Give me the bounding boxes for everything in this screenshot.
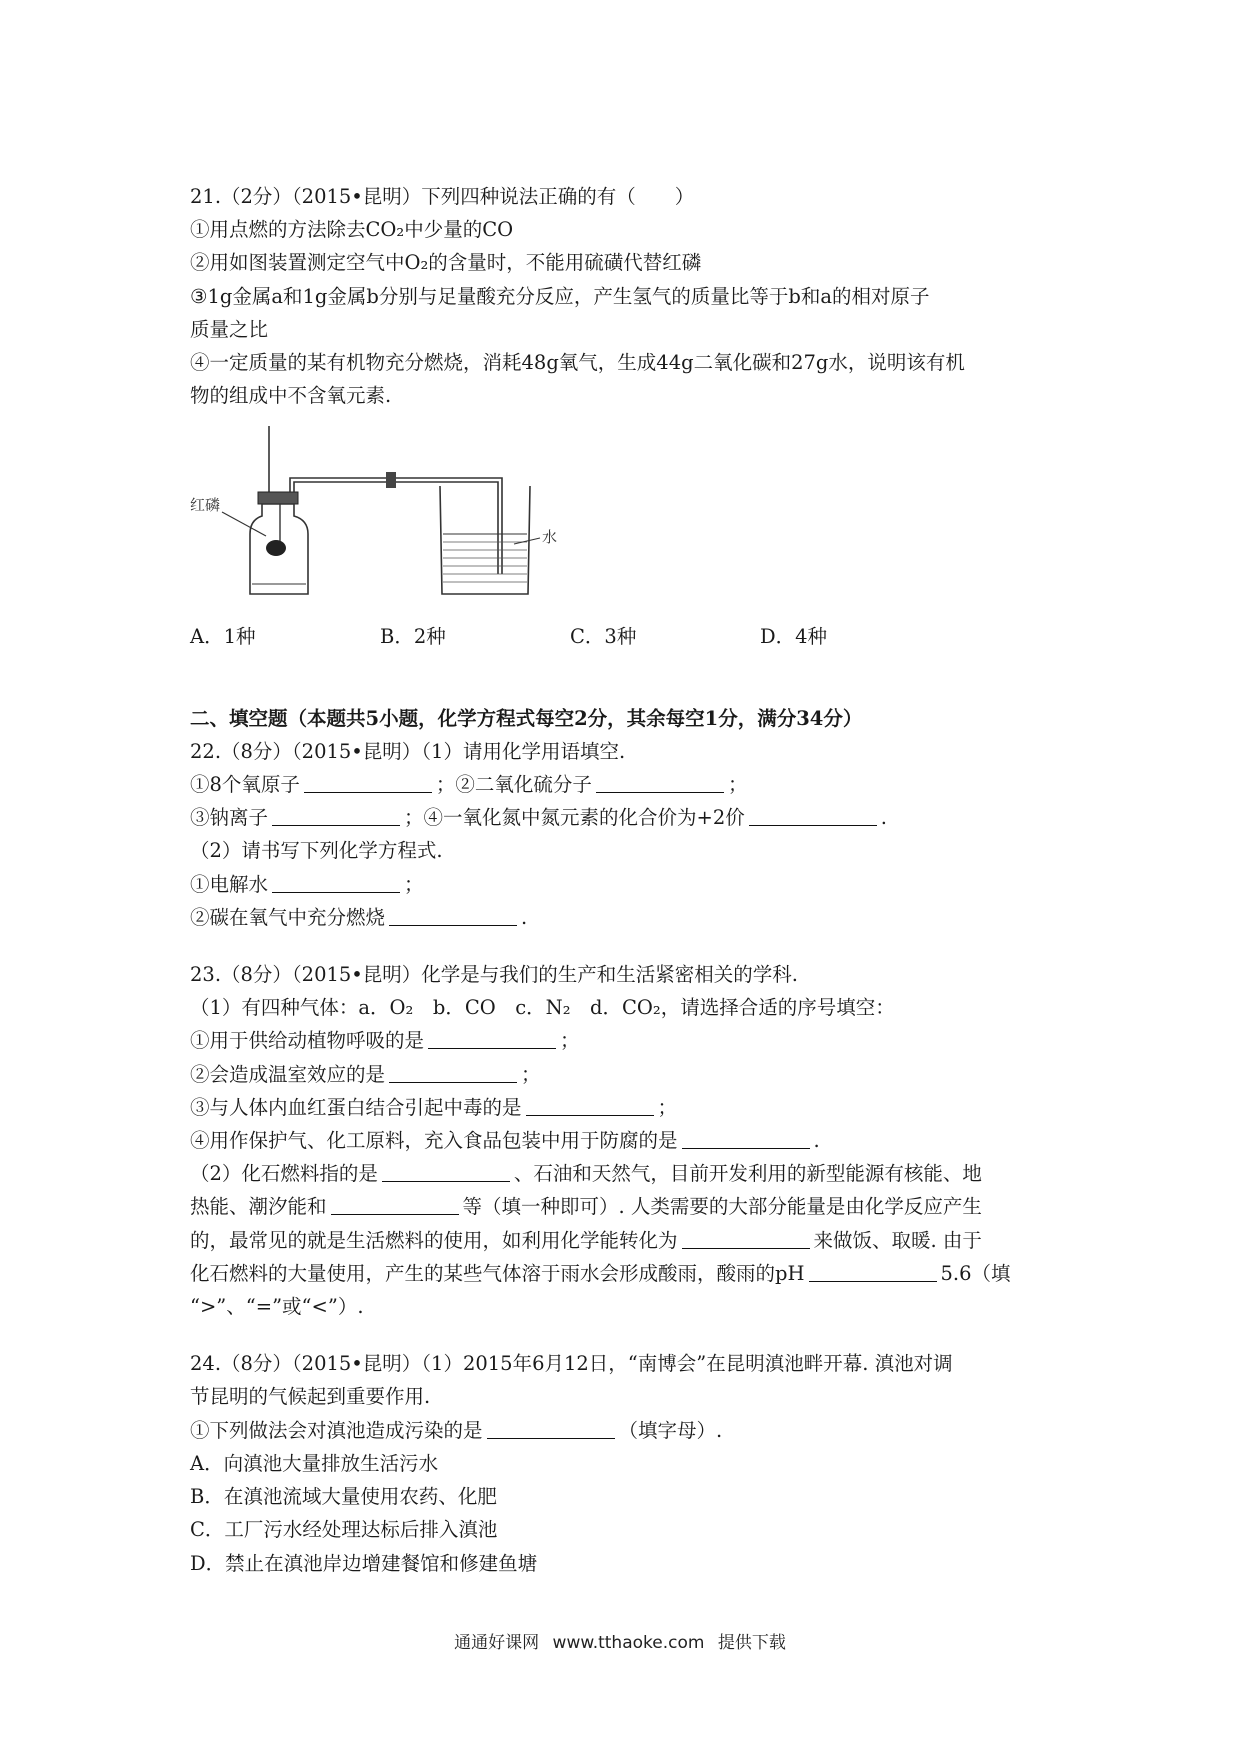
q21-stem: 21.（2分）（2015•昆明）下列四种说法正确的有（ ） [190,185,695,208]
answer-blank[interactable] [487,1416,615,1439]
q23-line-1: ①用于供给动植物呼吸的是 ； [190,1024,1070,1057]
q23-line-4: ④用作保护气、化工原料，充入食品包装中用于防腐的是 . [190,1124,1070,1157]
choice-b: B．2种 [380,625,446,649]
q23-part-1: （1）有四种气体：a．O₂ b．CO c．N₂ d．CO₂，请选择合适的序号填空： [190,996,895,1020]
answer-blank[interactable] [428,1026,556,1049]
q22-part-2: （2）请书写下列化学方程式. [190,839,443,863]
q21-statement-1: ①用点燃的方法除去CO₂中少量的CO [190,218,514,242]
q23-stem: 23.（8分）（2015•昆明）化学是与我们的生产和生活紧密相关的学科. [190,963,798,987]
page-footer [0,1628,1240,1653]
answer-blank[interactable] [331,1192,459,1215]
q22-line-1: ①8个氧原子 ；②二氧化硫分子 ； [190,768,1070,801]
section-2-heading: 二、填空题（本题共5小题，化学方程式每空2分，其余每空1分，满分34分） [190,706,863,730]
q21-statement-4b: 物的组成中不含氧元素. [190,384,392,408]
q21-statement-3a: ③1g金属a和1g金属b分别与足量酸充分反应，产生氢气的质量比等于b和a的相对原子 [190,284,930,308]
q21-statement-2: ②用如图装置测定空气中O₂的含量时，不能用硫磺代替红磷 [190,251,702,275]
answer-blank[interactable] [382,1159,510,1182]
q23-part-2-line-4: 化石燃料的大量使用，产生的某些气体溶于雨水会形成酸雨，酸雨的pH 5.6（填 [190,1257,1070,1290]
q23-part-2-line-3: 的，最常见的就是生活燃料的使用，如利用化学能转化为 来做饭、取暖. 由于 [190,1224,1070,1257]
answer-blank[interactable] [389,1060,517,1083]
q24-stem-1: 24.（8分）（2015•昆明）（1）2015年6月12日，“南博会”在昆明滇池畔开幕. 滇池对调 [190,1352,953,1376]
question-24 [190,1347,1070,1579]
choice-d: D．4种 [760,625,828,649]
q24-option-d: D．禁止在滇池岸边增建餐馆和修建鱼塘 [190,1551,538,1575]
q23-line-2: ②会造成温室效应的是 ； [190,1058,1070,1091]
label-water: 水 [542,529,558,547]
label-red-phosphorus: 红磷 [190,497,221,515]
footer-suffix: 提供下载 [717,1633,786,1653]
q24-option-b: B．在滇池流域大量使用农药、化肥 [190,1485,497,1509]
q23-part-2-line-2: 热能、潮汐能和 等（填一种即可）. 人类需要的大部分能量是由化学反应产生 [190,1190,1070,1223]
answer-blank[interactable] [809,1259,937,1282]
answer-blank[interactable] [272,870,400,893]
answer-blank[interactable] [596,770,724,793]
q22-line-3: ①电解水 ； [190,868,1070,901]
q24-stem-2: 节昆明的气候起到重要作用. [190,1385,431,1409]
answer-blank[interactable] [526,1093,654,1116]
choice-a: A．1种 [190,625,256,649]
q23-part-2-line-1: （2）化石燃料指的是 、石油和天然气，目前开发利用的新型能源有核能、地 [190,1157,1070,1190]
answer-blank[interactable] [304,770,432,793]
q21-apparatus-figure [190,424,1070,614]
question-23 [190,958,1070,1323]
footer-site-name: 通通好课网 [454,1633,540,1653]
q24-option-a: A．向滇池大量排放生活污水 [190,1451,439,1475]
answer-blank[interactable] [749,803,877,826]
q24-option-c: C．工厂污水经处理达标后排入滇池 [190,1518,498,1542]
answer-blank[interactable] [389,903,517,926]
answer-blank[interactable] [682,1126,810,1149]
q21-choices [190,620,950,653]
choice-c: C．3种 [570,625,637,649]
question-21 [190,180,1070,654]
q21-statement-4a: ④一定质量的某有机物充分燃烧，消耗48g氧气，生成44g二氧化碳和27g水，说明该有机 [190,351,965,375]
footer-url[interactable]: www.tthaoke.com [552,1633,705,1653]
answer-blank[interactable] [682,1226,810,1249]
q22-line-2: ③钠离子 ；④一氧化氮中氮元素的化合价为+2价 . [190,801,1070,834]
q22-stem: 22.（8分）（2015•昆明）（1）请用化学用语填空. [190,739,626,763]
answer-blank[interactable] [272,803,400,826]
document-body [190,180,1070,1580]
q23-line-3: ③与人体内血红蛋白结合引起中毒的是 ； [190,1091,1070,1124]
q24-line-1: ①下列做法会对滇池造成污染的是 （填字母）. [190,1414,1070,1447]
q23-part-2-line-5: “>”、“=”或“<”）. [190,1295,364,1319]
question-22 [190,735,1070,934]
q21-statement-3b: 质量之比 [190,317,269,341]
q22-line-4: ②碳在氧气中充分燃烧 . [190,901,1070,934]
apparatus-diagram [190,424,610,614]
